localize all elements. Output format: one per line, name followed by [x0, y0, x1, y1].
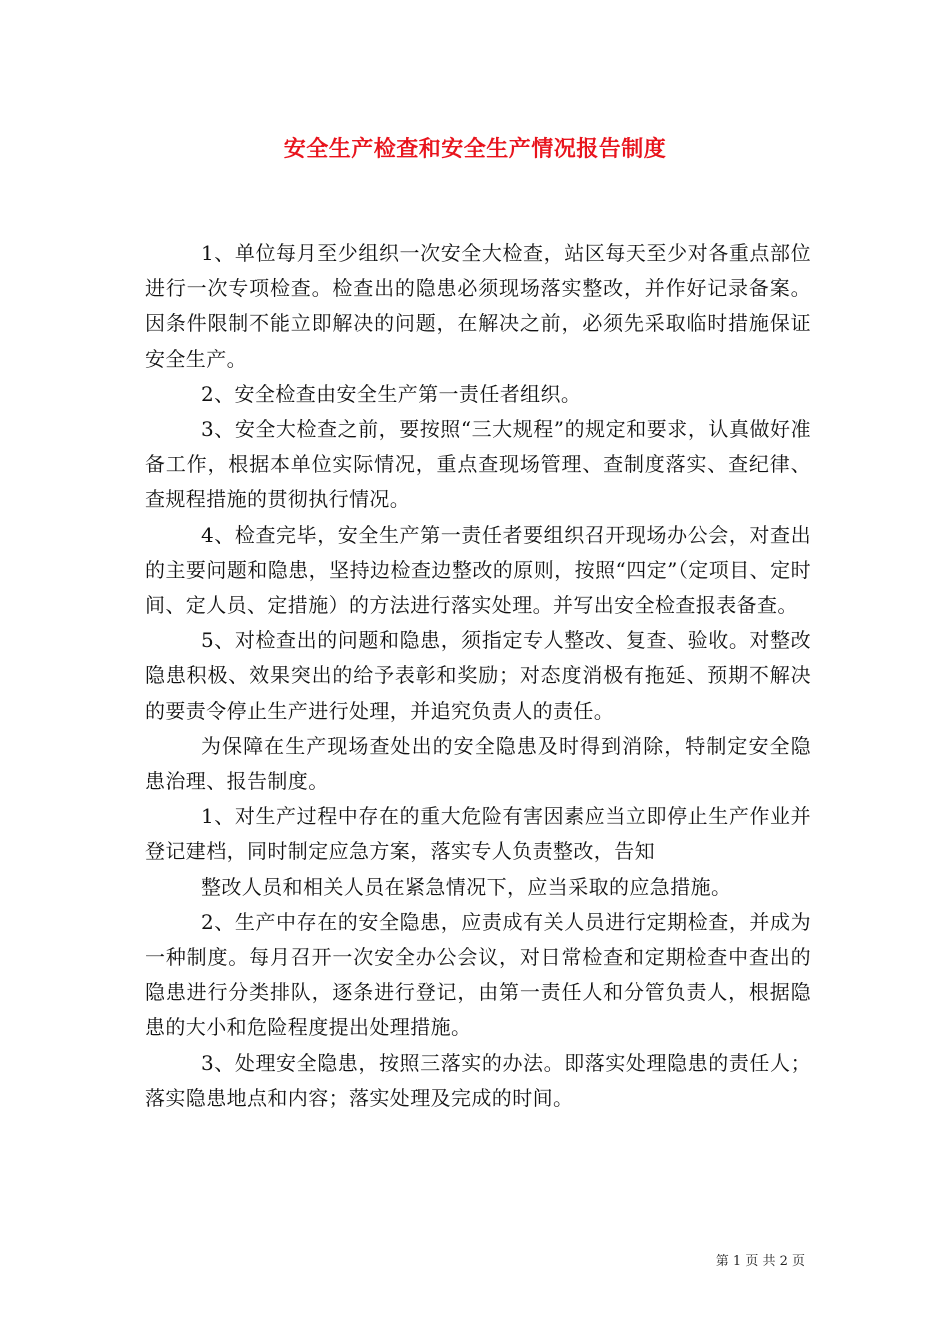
paragraph-10: 3、处理安全隐患，按照三落实的办法。即落实处理隐患的责任人；落实隐患地点和内容；落实处理及完成的时间。 [145, 1050, 811, 1110]
paragraph-7: 1、对生产过程中存在的重大危险有害因素应当立即停止生产作业并登记建档，同时制定应急方案，落实专人负责整改，告知 [145, 804, 811, 864]
paragraph-6: 为保障在生产现场查处出的安全隐患及时得到消除，特制定安全隐患治理、报告制度。 [145, 733, 811, 794]
paragraph-4: 4、检查完毕，安全生产第一责任者要组织召开现场办公会，对查出的主要问题和隐患，坚持边检查边整改的原则，按照“四定”（定项目、定时间、定人员、定措施）的方法进行落实处理。并写出安全检查报表备查。 [145, 522, 811, 618]
page-title: 安全生产检查和安全生产情况报告制度 [283, 136, 667, 162]
paragraph-3: 3、安全大检查之前，要按照“三大规程”的规定和要求，认真做好准备工作，根据本单位实际情况，重点查现场管理、查制度落实、查纪律、查规程措施的贯彻执行情况。 [145, 417, 811, 512]
page-number-footer: 第 1 页 共 2 页 [715, 1254, 805, 1269]
paragraph-1: 1、单位每月至少组织一次安全大检查，站区每天至少对各重点部位进行一次专项检查。检查出的隐患必须现场落实整改，并作好记录备案。因条件限制不能立即解决的问题，在解决之前，必须先采取临时措施保证安全生产。 [145, 241, 811, 371]
document-body [145, 236, 811, 1116]
paragraph-2: 2、安全检查由安全生产第一责任者组织。 [201, 381, 582, 406]
paragraph-9: 2、生产中存在的安全隐患，应责成有关人员进行定期检查，并成为一种制度。每月召开一次安全办公会议，对日常检查和定期检查中查出的隐患进行分类排队，逐条进行登记，由第一责任人和分管负责人，根据隐患的大小和危险程度提出处理措施。 [145, 909, 811, 1040]
paragraph-5: 5、对检查出的问题和隐患，须指定专人整改、复查、验收。对整改隐患积极、效果突出的给予表彰和奖励；对态度消极有拖延、预期不解决的要责令停止生产进行处理，并追究负责人的责任。 [145, 628, 811, 723]
paragraph-8: 整改人员和相关人员在紧急情况下，应当采取的应急措施。 [201, 874, 732, 899]
